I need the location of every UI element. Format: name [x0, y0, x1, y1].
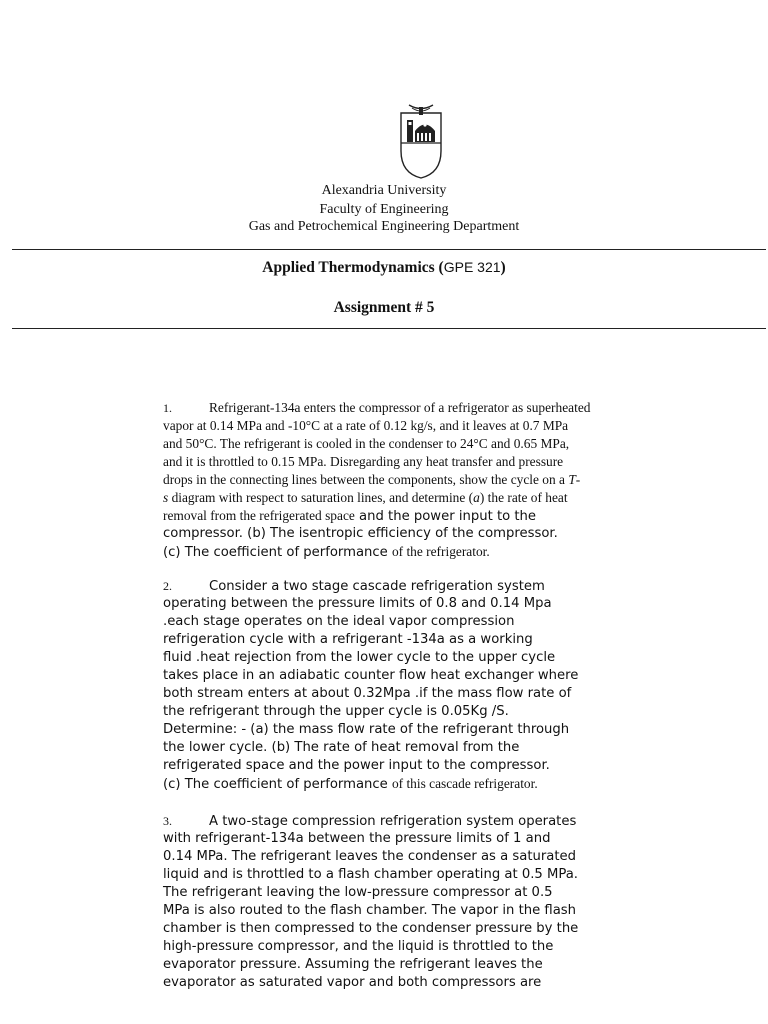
question-text-line: fluid .heat rejection from the lower cycle to the upper cycle — [163, 650, 556, 665]
assignment-title: Assignment # 5 — [333, 299, 435, 316]
university-crest-icon — [399, 103, 443, 179]
question-text-line: chamber is then compressed to the condenser pressure by the — [163, 921, 579, 936]
question-text-line: liquid and is throttled to a flash chamber operating at 0.5 MPa. — [163, 867, 578, 882]
question-text-line: with refrigerant-134a between the pressure limits of 1 and — [163, 831, 551, 846]
question-text-line: removal from the refrigerated space and the power input to the — [163, 508, 537, 524]
course-name: Applied Thermodynamics — [262, 259, 435, 276]
question-1 — [163, 399, 658, 561]
question-text-line: A two-stage compression refrigeration system operates — [209, 814, 577, 829]
question-text-line: Refrigerant-134a enters the compressor of a refrigerator as superheated — [209, 400, 591, 415]
question-text-line: Determine: - (a) the mass flow rate of the refrigerant through — [163, 722, 570, 737]
question-text-line: refrigeration cycle with a refrigerant -134a as a working — [163, 632, 533, 647]
question-text-line: (c) The coefficient of performance of this cascade refrigerator. — [163, 776, 538, 792]
question-number: 2. — [163, 579, 172, 593]
course-paren-close: ) — [500, 259, 506, 276]
question-text-line: and it is throttled to 0.15 MPa. Disregarding any heat transfer and pressure — [163, 454, 564, 469]
question-text-line: high-pressure compressor, and the liquid is throttled to the — [163, 939, 554, 954]
question-text-line: s diagram with respect to saturation lines, and determine (a) the rate of heat — [163, 490, 568, 505]
question-text-line: operating between the pressure limits of 0.8 and 0.14 Mpa — [163, 596, 552, 611]
question-text-line: drops in the connecting lines between the components, show the cycle on a T- — [163, 472, 581, 487]
question-3 — [163, 812, 658, 992]
question-text-line: .each stage operates on the ideal vapor compression — [163, 614, 515, 629]
course-paren-open: ( — [434, 259, 444, 276]
question-text-line: refrigerated space and the power input to the compressor. — [163, 758, 550, 773]
faculty-name: Faculty of Engineering — [319, 202, 449, 217]
university-name: Alexandria University — [321, 183, 447, 198]
question-2 — [163, 577, 658, 793]
question-text-line: 0.14 MPa. The refrigerant leaves the condenser as a saturated — [163, 849, 577, 864]
question-text-line: takes place in an adiabatic counter flow heat exchanger where — [163, 668, 579, 683]
course-title — [0, 259, 768, 277]
question-text-line: evaporator pressure. Assuming the refrigerant leaves the — [163, 957, 543, 972]
question-text-line: MPa is also routed to the flash chamber. The vapor in the flash — [163, 903, 577, 918]
question-text-line: and 50°C. The refrigerant is cooled in the condenser to 24°C and 0.65 MPa, — [163, 436, 570, 451]
question-text-line: the refrigerant through the upper cycle is 0.05Kg /S. — [163, 704, 509, 719]
department-name: Gas and Petrochemical Engineering Department — [248, 219, 520, 234]
question-text-line: vapor at 0.14 MPa and -10°C at a rate of 0.12 kg/s, and it leaves at 0.7 MPa — [163, 418, 569, 433]
question-text-line: Consider a two stage cascade refrigeration system — [209, 579, 545, 594]
header-divider-bottom — [12, 328, 766, 329]
question-text-line: (c) The coefficient of performance of the refrigerator. — [163, 544, 490, 560]
header-divider-top — [12, 249, 766, 250]
question-text-line: both stream enters at about 0.32Mpa .if the mass flow rate of — [163, 686, 572, 701]
course-code: GPE 321 — [443, 259, 501, 275]
question-text-line: The refrigerant leaving the low-pressure compressor at 0.5 — [163, 885, 553, 900]
question-number: 3. — [163, 814, 172, 828]
question-number: 1. — [163, 401, 172, 415]
question-text-line: evaporator as saturated vapor and both compressors are — [163, 975, 542, 990]
question-text-line: compressor. (b) The isentropic efficiency of the compressor. — [163, 526, 558, 541]
question-text-line: the lower cycle. (b) The rate of heat removal from the — [163, 740, 520, 755]
